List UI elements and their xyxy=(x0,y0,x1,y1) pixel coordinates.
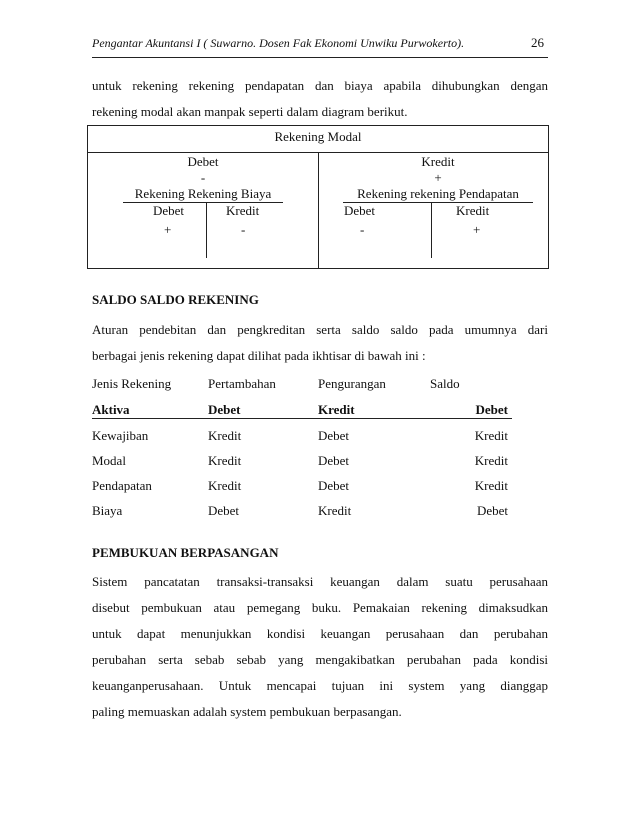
table-cell: Kewajiban xyxy=(92,428,149,443)
diagram-left-debet-sign: + xyxy=(164,222,172,237)
table-cell: Debet xyxy=(318,428,350,443)
page-header xyxy=(92,36,548,54)
diagram-right-debet-sign: - xyxy=(360,222,365,237)
table-cell: Kredit xyxy=(474,453,508,468)
table-cell: Debet xyxy=(208,402,241,417)
pembukuan-heading: PEMBUKUAN BERPASANGAN xyxy=(92,545,279,560)
table-row xyxy=(92,448,512,473)
column-header: Pertambahan xyxy=(208,376,276,391)
column-header: Jenis Rekening xyxy=(92,376,172,391)
pembukuan-line: untuk dapat menunjukkan kondisi keuangan perusahaan dan perubahan xyxy=(92,626,548,641)
diagram-left-sign: - xyxy=(200,170,206,185)
saldo-line-1: Aturan pendebitan dan pengkreditan serta saldo saldo pada umumnya dari xyxy=(92,322,548,337)
diagram-left-kredit: Kredit xyxy=(226,203,260,218)
diagram-center-divider xyxy=(318,152,319,269)
diagram-left-label: Debet xyxy=(187,154,219,169)
saldo-heading: SALDO SALDO REKENING xyxy=(92,292,259,307)
table-rule xyxy=(92,418,512,419)
intro-line-2: rekening modal akan manpak seperti dalam diagram berikut. xyxy=(92,104,408,119)
table-row xyxy=(92,473,512,498)
pembukuan-line: disebut pembukuan atau pemegang buku. Pemakaian rekening dimaksudkan xyxy=(92,600,548,615)
table-cell: Kredit xyxy=(208,428,242,443)
table-row xyxy=(92,498,512,523)
page-number: 26 xyxy=(531,35,544,50)
diagram-right-account: Rekening rekening Pendapatan xyxy=(343,186,533,203)
table-cell: Debet xyxy=(208,503,240,518)
table-cell: Pendapatan xyxy=(92,478,152,493)
column-header: Pengurangan xyxy=(318,376,386,391)
pembukuan-line: keuanganperusahaan. Untuk mencapai tujuan ini system yang dianggap xyxy=(92,678,548,693)
table-cell: Modal xyxy=(92,453,126,468)
pembukuan-line: Sistem pancatatan transaksi-transaksi keuangan dalam suatu perusahaan xyxy=(92,574,548,589)
table-row xyxy=(92,423,512,448)
rekening-modal-diagram xyxy=(87,125,549,269)
table-cell: Kredit xyxy=(208,478,242,493)
saldo-table xyxy=(92,371,512,523)
table-cell: Kredit xyxy=(474,428,508,443)
diagram-left-t-line xyxy=(206,203,207,258)
diagram-title: Rekening Modal xyxy=(88,126,548,153)
table-cell: Kredit xyxy=(318,503,352,518)
table-header-row xyxy=(92,371,512,396)
header-title: Pengantar Akuntansi I ( Suwarno. Dosen Fak Ekonomi Unwiku Purwokerto). xyxy=(92,36,465,50)
table-cell: Kredit xyxy=(318,402,355,417)
table-cell: Kredit xyxy=(474,478,508,493)
table-cell: Aktiva xyxy=(92,402,130,417)
diagram-right-label: Kredit xyxy=(421,154,455,169)
diagram-right-kredit: Kredit xyxy=(456,203,490,218)
intro-line-1: untuk rekening rekening pendapatan dan biaya apabila dihubungkan dengan xyxy=(92,78,548,93)
diagram-right-kredit-sign: + xyxy=(473,222,481,237)
diagram-right-t-line xyxy=(431,203,432,258)
header-rule xyxy=(92,57,548,58)
diagram-right-sign: + xyxy=(434,170,442,185)
table-cell: Debet xyxy=(318,478,350,493)
table-cell: Kredit xyxy=(208,453,242,468)
saldo-line-2: berbagai jenis rekening dapat dilihat pada ikhtisar di bawah ini : xyxy=(92,348,426,363)
table-cell: Debet xyxy=(475,402,508,417)
diagram-left-debet: Debet xyxy=(153,203,185,218)
diagram-left-account: Rekening Rekening Biaya xyxy=(123,186,283,203)
table-cell: Debet xyxy=(476,503,508,518)
table-cell: Biaya xyxy=(92,503,123,518)
diagram-right-debet: Debet xyxy=(344,203,376,218)
pembukuan-line: paling memuaskan adalah system pembukuan berpasangan. xyxy=(92,704,402,719)
pembukuan-line: perubahan serta sebab sebab yang mengakibatkan perubahan pada kondisi xyxy=(92,652,548,667)
diagram-left-kredit-sign: - xyxy=(241,222,246,237)
column-header: Saldo xyxy=(430,376,460,391)
table-cell: Debet xyxy=(318,453,350,468)
